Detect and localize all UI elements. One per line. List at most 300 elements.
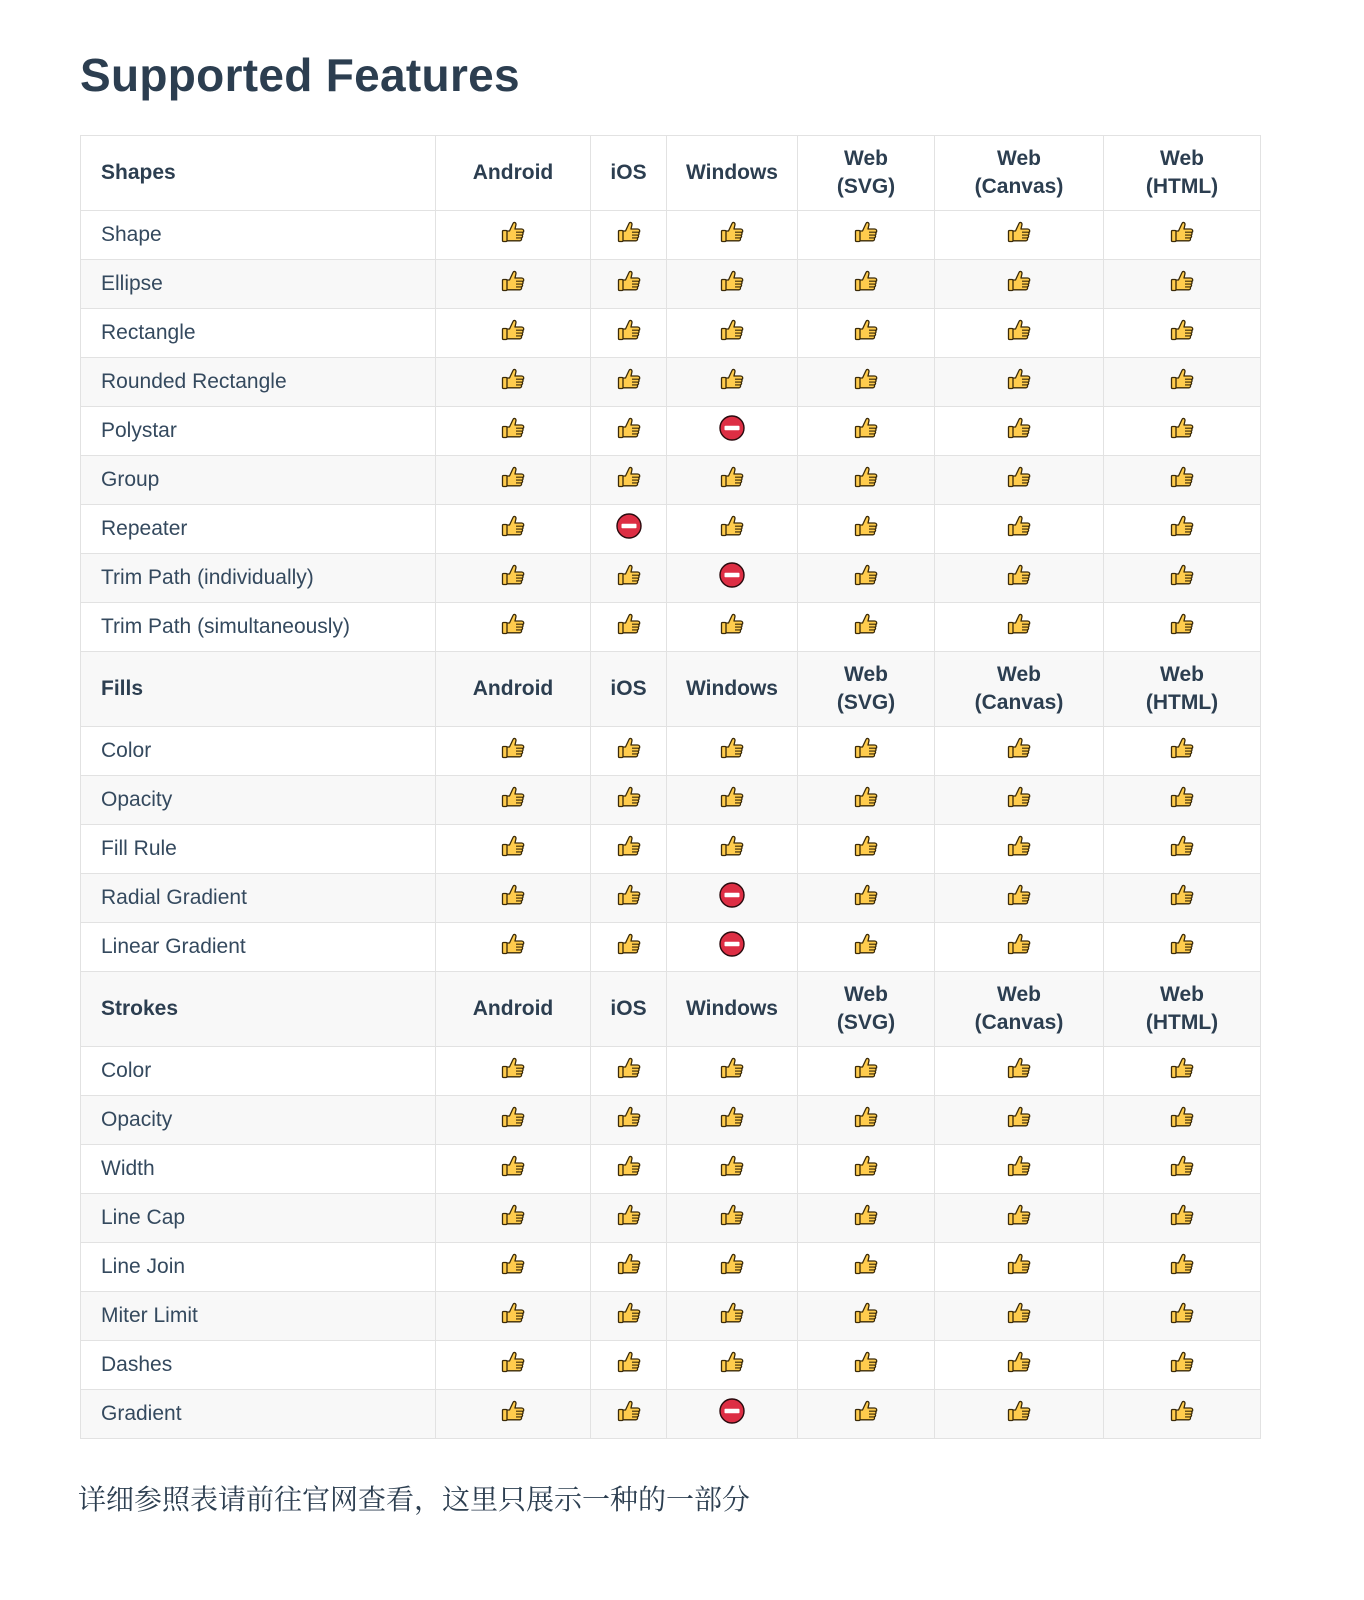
thumbs-up-icon <box>853 1349 879 1381</box>
platform-header: Web (Canvas) <box>935 136 1104 211</box>
thumbs-up-icon <box>1169 268 1195 300</box>
support-cell <box>436 1292 591 1341</box>
thumbs-up-icon <box>1006 464 1032 496</box>
thumbs-up-icon <box>616 735 642 767</box>
platform-header: Web (HTML) <box>1104 972 1261 1047</box>
thumbs-up-icon <box>853 882 879 914</box>
thumbs-up-icon <box>1006 735 1032 767</box>
table-row <box>81 211 1261 260</box>
support-cell <box>591 1096 667 1145</box>
feature-name: Fill Rule <box>81 825 436 874</box>
support-cell <box>591 407 667 456</box>
support-cell <box>798 211 935 260</box>
support-cell <box>798 825 935 874</box>
support-cell <box>591 874 667 923</box>
thumbs-up-icon <box>719 1202 745 1234</box>
thumbs-up-icon <box>719 1349 745 1381</box>
thumbs-up-icon <box>853 735 879 767</box>
support-cell <box>591 260 667 309</box>
platform-header: Web (HTML) <box>1104 652 1261 727</box>
thumbs-up-icon <box>853 464 879 496</box>
feature-name: Group <box>81 456 436 505</box>
thumbs-up-icon <box>616 784 642 816</box>
thumbs-up-icon <box>853 1055 879 1087</box>
thumbs-up-icon <box>500 513 526 545</box>
thumbs-up-icon <box>500 1104 526 1136</box>
support-cell <box>798 776 935 825</box>
feature-name: Trim Path (individually) <box>81 554 436 603</box>
thumbs-up-icon <box>1006 219 1032 251</box>
platform-header: Web (Canvas) <box>935 652 1104 727</box>
thumbs-up-icon <box>500 931 526 963</box>
support-cell <box>935 874 1104 923</box>
thumbs-up-icon <box>1006 1300 1032 1332</box>
table-row <box>81 1194 1261 1243</box>
thumbs-up-icon <box>616 415 642 447</box>
thumbs-up-icon <box>1006 1055 1032 1087</box>
support-cell <box>1104 1096 1261 1145</box>
thumbs-up-icon <box>1169 1202 1195 1234</box>
feature-name: Line Join <box>81 1243 436 1292</box>
platform-header: Windows <box>667 652 798 727</box>
thumbs-up-icon <box>1006 562 1032 594</box>
thumbs-up-icon <box>719 317 745 349</box>
support-cell <box>591 825 667 874</box>
section-header-row <box>81 136 1261 211</box>
support-cell <box>798 505 935 554</box>
thumbs-up-icon <box>500 784 526 816</box>
support-cell <box>935 776 1104 825</box>
thumbs-up-icon <box>616 1055 642 1087</box>
thumbs-up-icon <box>853 219 879 251</box>
thumbs-up-icon <box>1169 317 1195 349</box>
thumbs-up-icon <box>719 735 745 767</box>
support-cell <box>798 1047 935 1096</box>
thumbs-up-icon <box>500 268 526 300</box>
thumbs-up-icon <box>616 1398 642 1430</box>
support-cell <box>667 358 798 407</box>
feature-name: Opacity <box>81 1096 436 1145</box>
support-cell <box>1104 505 1261 554</box>
thumbs-up-icon <box>1006 1398 1032 1430</box>
support-cell <box>798 727 935 776</box>
thumbs-up-icon <box>1169 784 1195 816</box>
support-cell <box>591 727 667 776</box>
support-cell <box>1104 727 1261 776</box>
support-cell <box>1104 776 1261 825</box>
thumbs-up-icon <box>1169 1398 1195 1430</box>
support-cell <box>935 1292 1104 1341</box>
thumbs-up-icon <box>1169 366 1195 398</box>
feature-name: Dashes <box>81 1341 436 1390</box>
support-cell <box>667 211 798 260</box>
table-row <box>81 456 1261 505</box>
support-cell <box>798 923 935 972</box>
thumbs-up-icon <box>719 1153 745 1185</box>
table-row <box>81 825 1261 874</box>
thumbs-up-icon <box>616 219 642 251</box>
thumbs-up-icon <box>719 1300 745 1332</box>
support-cell <box>667 1341 798 1390</box>
support-cell <box>798 1390 935 1439</box>
thumbs-up-icon <box>616 1153 642 1185</box>
feature-name: Polystar <box>81 407 436 456</box>
support-cell <box>436 1145 591 1194</box>
platform-header: Web (Canvas) <box>935 972 1104 1047</box>
support-cell <box>1104 1047 1261 1096</box>
support-cell <box>436 260 591 309</box>
support-cell <box>667 1096 798 1145</box>
support-cell <box>1104 260 1261 309</box>
thumbs-up-icon <box>500 219 526 251</box>
thumbs-up-icon <box>616 1104 642 1136</box>
feature-name: Color <box>81 1047 436 1096</box>
feature-name: Linear Gradient <box>81 923 436 972</box>
support-cell <box>667 1292 798 1341</box>
support-cell <box>1104 923 1261 972</box>
support-cell <box>935 923 1104 972</box>
thumbs-up-icon <box>616 268 642 300</box>
support-cell <box>436 554 591 603</box>
thumbs-up-icon <box>500 1251 526 1283</box>
thumbs-up-icon <box>853 1251 879 1283</box>
thumbs-up-icon <box>1169 611 1195 643</box>
platform-header: iOS <box>591 136 667 211</box>
support-cell <box>436 1096 591 1145</box>
no-entry-icon <box>718 561 746 595</box>
thumbs-up-icon <box>1006 513 1032 545</box>
support-cell <box>436 211 591 260</box>
thumbs-up-icon <box>1169 415 1195 447</box>
thumbs-up-icon <box>1006 268 1032 300</box>
feature-name: Trim Path (simultaneously) <box>81 603 436 652</box>
support-cell <box>667 505 798 554</box>
table-row <box>81 505 1261 554</box>
table-row <box>81 727 1261 776</box>
support-cell <box>935 603 1104 652</box>
support-cell <box>667 1194 798 1243</box>
support-cell <box>436 1243 591 1292</box>
support-cell <box>667 727 798 776</box>
thumbs-up-icon <box>853 1153 879 1185</box>
support-cell <box>1104 1292 1261 1341</box>
support-cell <box>667 776 798 825</box>
support-cell <box>591 776 667 825</box>
table-row <box>81 407 1261 456</box>
thumbs-up-icon <box>616 317 642 349</box>
support-cell <box>1104 309 1261 358</box>
table-row <box>81 776 1261 825</box>
table-row <box>81 358 1261 407</box>
support-cell <box>436 505 591 554</box>
thumbs-up-icon <box>1169 513 1195 545</box>
table-row <box>81 1096 1261 1145</box>
support-cell <box>935 456 1104 505</box>
support-cell <box>1104 554 1261 603</box>
table-row <box>81 309 1261 358</box>
support-cell <box>935 1096 1104 1145</box>
support-cell <box>935 825 1104 874</box>
thumbs-up-icon <box>719 268 745 300</box>
support-cell <box>667 874 798 923</box>
thumbs-up-icon <box>1006 882 1032 914</box>
support-cell <box>591 1145 667 1194</box>
thumbs-up-icon <box>1169 735 1195 767</box>
feature-name: Shape <box>81 211 436 260</box>
thumbs-up-icon <box>719 1251 745 1283</box>
no-entry-icon <box>718 930 746 964</box>
thumbs-up-icon <box>1006 1104 1032 1136</box>
section-header-row <box>81 972 1261 1047</box>
thumbs-up-icon <box>1006 784 1032 816</box>
thumbs-up-icon <box>1006 1202 1032 1234</box>
support-cell <box>667 407 798 456</box>
thumbs-up-icon <box>719 366 745 398</box>
thumbs-up-icon <box>1006 931 1032 963</box>
support-cell <box>935 1390 1104 1439</box>
support-cell <box>798 1145 935 1194</box>
footer-note: 详细参照表请前往官网查看，这里只展示一种的一部分 <box>78 1483 751 1516</box>
table-row <box>81 923 1261 972</box>
support-cell <box>667 1145 798 1194</box>
support-cell <box>667 456 798 505</box>
support-cell <box>798 874 935 923</box>
no-entry-icon <box>718 414 746 448</box>
support-cell <box>798 456 935 505</box>
section-title: Shapes <box>81 136 436 211</box>
support-cell <box>436 603 591 652</box>
thumbs-up-icon <box>719 1104 745 1136</box>
platform-header: Android <box>436 972 591 1047</box>
support-cell <box>436 727 591 776</box>
table-row <box>81 1243 1261 1292</box>
support-cell <box>1104 874 1261 923</box>
thumbs-up-icon <box>500 833 526 865</box>
support-cell <box>436 1047 591 1096</box>
support-cell <box>591 1047 667 1096</box>
page-title: Supported Features <box>80 49 520 101</box>
support-cell <box>436 1194 591 1243</box>
thumbs-up-icon <box>719 219 745 251</box>
thumbs-up-icon <box>719 833 745 865</box>
thumbs-up-icon <box>1169 1153 1195 1185</box>
section-title: Fills <box>81 652 436 727</box>
platform-header: Windows <box>667 136 798 211</box>
thumbs-up-icon <box>616 1251 642 1283</box>
thumbs-up-icon <box>853 513 879 545</box>
thumbs-up-icon <box>1169 1349 1195 1381</box>
thumbs-up-icon <box>1169 1300 1195 1332</box>
support-cell <box>436 923 591 972</box>
thumbs-up-icon <box>1006 317 1032 349</box>
thumbs-up-icon <box>500 317 526 349</box>
support-cell <box>667 554 798 603</box>
table-row <box>81 874 1261 923</box>
feature-name: Rectangle <box>81 309 436 358</box>
thumbs-up-icon <box>853 268 879 300</box>
support-cell <box>436 456 591 505</box>
table-row <box>81 260 1261 309</box>
thumbs-up-icon <box>853 415 879 447</box>
no-entry-icon <box>718 1397 746 1431</box>
support-cell <box>935 309 1104 358</box>
support-cell <box>935 358 1104 407</box>
thumbs-up-icon <box>719 464 745 496</box>
thumbs-up-icon <box>1169 562 1195 594</box>
thumbs-up-icon <box>1006 1251 1032 1283</box>
support-cell <box>798 407 935 456</box>
feature-name: Radial Gradient <box>81 874 436 923</box>
thumbs-up-icon <box>616 562 642 594</box>
thumbs-up-icon <box>853 784 879 816</box>
table-row <box>81 1145 1261 1194</box>
support-cell <box>935 260 1104 309</box>
thumbs-up-icon <box>853 833 879 865</box>
thumbs-up-icon <box>1169 219 1195 251</box>
thumbs-up-icon <box>719 513 745 545</box>
support-cell <box>667 260 798 309</box>
support-cell <box>667 923 798 972</box>
support-cell <box>1104 456 1261 505</box>
support-cell <box>935 407 1104 456</box>
thumbs-up-icon <box>1006 1349 1032 1381</box>
support-cell <box>935 1047 1104 1096</box>
platform-header: iOS <box>591 972 667 1047</box>
platform-header: Android <box>436 652 591 727</box>
thumbs-up-icon <box>616 833 642 865</box>
features-table-body <box>81 136 1261 1439</box>
support-cell <box>935 505 1104 554</box>
thumbs-up-icon <box>1006 611 1032 643</box>
thumbs-up-icon <box>1169 833 1195 865</box>
support-cell <box>591 1194 667 1243</box>
thumbs-up-icon <box>616 611 642 643</box>
thumbs-up-icon <box>853 562 879 594</box>
support-cell <box>798 1243 935 1292</box>
support-cell <box>1104 825 1261 874</box>
thumbs-up-icon <box>500 415 526 447</box>
thumbs-up-icon <box>1006 415 1032 447</box>
thumbs-up-icon <box>616 464 642 496</box>
table-row <box>81 603 1261 652</box>
features-table <box>80 135 1261 1439</box>
thumbs-up-icon <box>500 735 526 767</box>
support-cell <box>935 1194 1104 1243</box>
thumbs-up-icon <box>719 784 745 816</box>
no-entry-icon <box>718 881 746 915</box>
support-cell <box>935 1145 1104 1194</box>
support-cell <box>798 1292 935 1341</box>
support-cell <box>1104 1243 1261 1292</box>
thumbs-up-icon <box>853 1104 879 1136</box>
feature-name: Rounded Rectangle <box>81 358 436 407</box>
thumbs-up-icon <box>616 1202 642 1234</box>
table-row <box>81 1390 1261 1439</box>
support-cell <box>1104 1194 1261 1243</box>
feature-name: Ellipse <box>81 260 436 309</box>
thumbs-up-icon <box>1169 464 1195 496</box>
support-cell <box>1104 211 1261 260</box>
thumbs-up-icon <box>1169 882 1195 914</box>
support-cell <box>667 825 798 874</box>
support-cell <box>591 456 667 505</box>
platform-header: Windows <box>667 972 798 1047</box>
thumbs-up-icon <box>616 366 642 398</box>
thumbs-up-icon <box>719 1055 745 1087</box>
support-cell <box>591 309 667 358</box>
support-cell <box>591 923 667 972</box>
thumbs-up-icon <box>500 1300 526 1332</box>
support-cell <box>591 211 667 260</box>
thumbs-up-icon <box>500 464 526 496</box>
support-cell <box>591 358 667 407</box>
table-row <box>81 1292 1261 1341</box>
thumbs-up-icon <box>500 1398 526 1430</box>
thumbs-up-icon <box>500 562 526 594</box>
thumbs-up-icon <box>1169 1055 1195 1087</box>
support-cell <box>798 603 935 652</box>
thumbs-up-icon <box>853 1202 879 1234</box>
platform-header: Web (SVG) <box>798 136 935 211</box>
thumbs-up-icon <box>853 1398 879 1430</box>
thumbs-up-icon <box>853 1300 879 1332</box>
support-cell <box>591 1341 667 1390</box>
thumbs-up-icon <box>616 931 642 963</box>
support-cell <box>935 1341 1104 1390</box>
thumbs-up-icon <box>853 611 879 643</box>
platform-header: iOS <box>591 652 667 727</box>
support-cell <box>798 358 935 407</box>
section-title: Strokes <box>81 972 436 1047</box>
table-row <box>81 1047 1261 1096</box>
thumbs-up-icon <box>1006 833 1032 865</box>
thumbs-up-icon <box>1169 1251 1195 1283</box>
thumbs-up-icon <box>500 611 526 643</box>
support-cell <box>436 776 591 825</box>
support-cell <box>667 1243 798 1292</box>
feature-name: Line Cap <box>81 1194 436 1243</box>
platform-header: Android <box>436 136 591 211</box>
platform-header: Web (HTML) <box>1104 136 1261 211</box>
support-cell <box>591 554 667 603</box>
support-cell <box>436 1390 591 1439</box>
support-cell <box>935 727 1104 776</box>
thumbs-up-icon <box>500 1153 526 1185</box>
thumbs-up-icon <box>616 1349 642 1381</box>
support-cell <box>436 407 591 456</box>
feature-name: Miter Limit <box>81 1292 436 1341</box>
support-cell <box>591 1390 667 1439</box>
thumbs-up-icon <box>500 1055 526 1087</box>
thumbs-up-icon <box>853 366 879 398</box>
thumbs-up-icon <box>500 1349 526 1381</box>
feature-name: Color <box>81 727 436 776</box>
section-header-row <box>81 652 1261 727</box>
support-cell <box>798 1096 935 1145</box>
support-cell <box>667 1047 798 1096</box>
support-cell <box>667 603 798 652</box>
thumbs-up-icon <box>853 317 879 349</box>
support-cell <box>1104 603 1261 652</box>
support-cell <box>935 554 1104 603</box>
thumbs-up-icon <box>1006 1153 1032 1185</box>
table-row <box>81 1341 1261 1390</box>
feature-name: Gradient <box>81 1390 436 1439</box>
support-cell <box>591 1243 667 1292</box>
thumbs-up-icon <box>616 882 642 914</box>
support-cell <box>1104 1145 1261 1194</box>
table-row <box>81 554 1261 603</box>
